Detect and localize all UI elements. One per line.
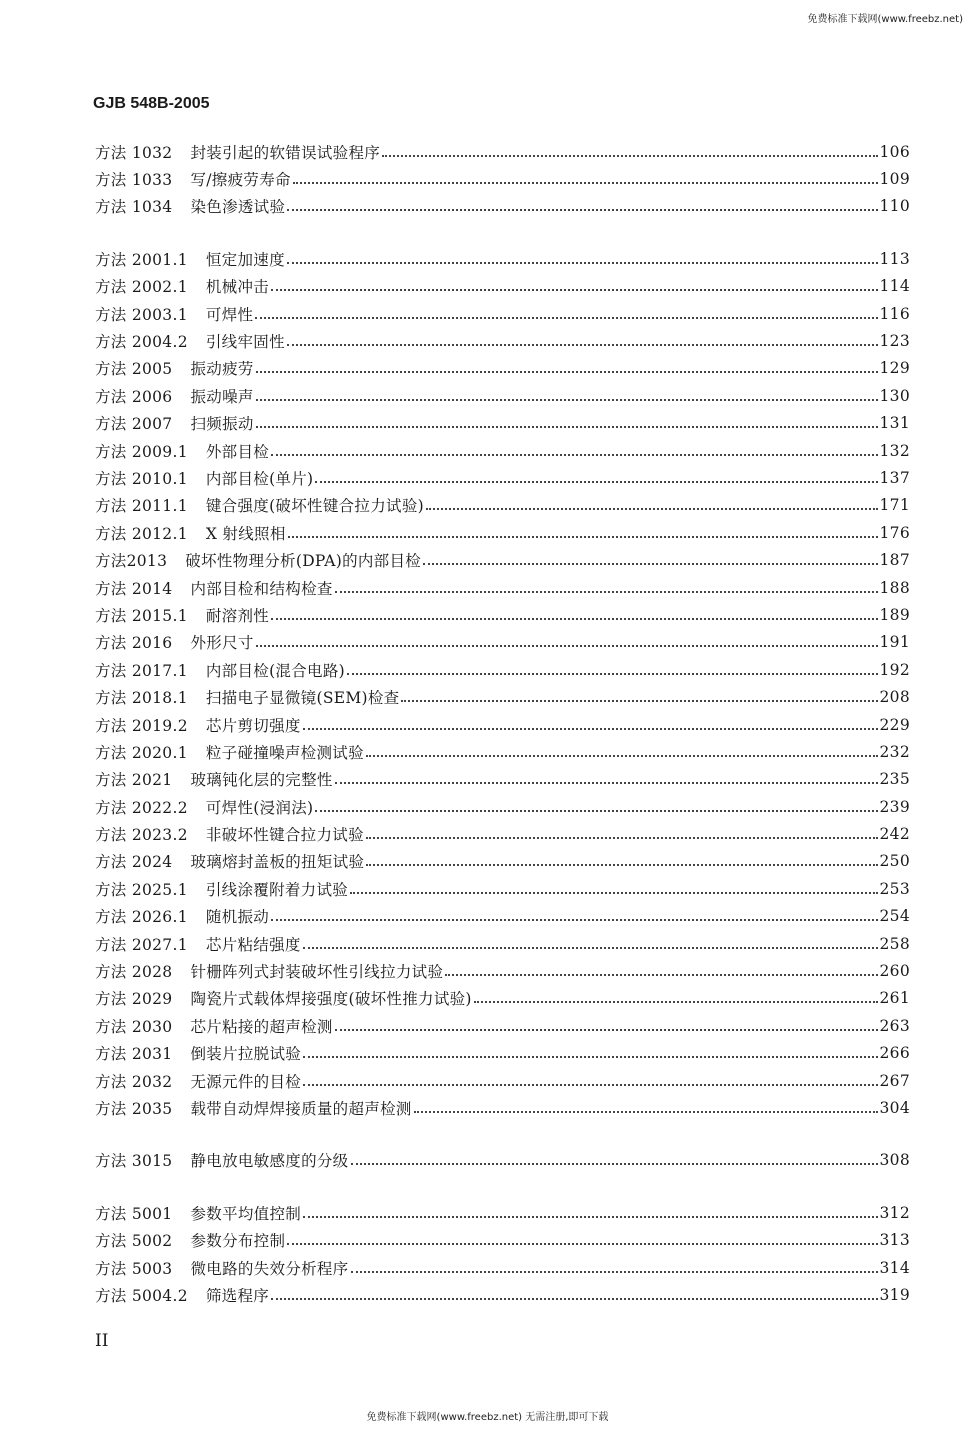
method-number: 方法 2025.1 (95, 880, 188, 899)
method-title: 芯片剪切强度 (205, 716, 301, 735)
method-number: 方法 2012.1 (95, 524, 188, 543)
page-ref: 258 (879, 934, 910, 953)
method-number: 方法 5003 (95, 1259, 173, 1278)
method-title: 芯片粘接的超声检测 (190, 1017, 333, 1036)
method-number: 方法 2015.1 (95, 606, 188, 625)
method-number: 方法 1034 (95, 198, 173, 217)
method-title: 染色渗透试验 (190, 198, 286, 217)
method-title: 外形尺寸 (190, 634, 254, 653)
method-number: 方法 1032 (95, 143, 173, 162)
toc-entry[interactable] (95, 1012, 910, 1039)
toc-entry[interactable] (95, 793, 910, 820)
method-title: 破坏性物理分析(DPA)的内部目检 (185, 552, 422, 571)
toc-entry[interactable] (95, 355, 910, 382)
leader-dots (351, 1163, 878, 1165)
leader-dots (303, 1216, 877, 1218)
method-number: 方法 2016 (95, 634, 173, 653)
page-ref: 123 (879, 332, 910, 351)
page-ref: 137 (879, 468, 910, 487)
method-title: 参数分布控制 (190, 1232, 286, 1251)
method-number: 方法 2027.1 (95, 935, 188, 954)
leader-dots (256, 399, 878, 401)
page-ref: 171 (879, 496, 910, 515)
method-title: 粒子碰撞噪声检测试验 (205, 743, 364, 762)
method-title: 可焊性 (205, 305, 254, 324)
page-ref: 312 (879, 1203, 910, 1222)
page-ref: 110 (879, 197, 910, 216)
toc-entry[interactable] (95, 1281, 910, 1308)
leader-dots (287, 262, 878, 264)
toc-entry[interactable] (95, 711, 910, 738)
leader-dots (271, 618, 877, 620)
toc-entry[interactable] (95, 683, 910, 710)
toc-entry[interactable] (95, 492, 910, 519)
page-ref: 308 (879, 1151, 910, 1170)
method-number: 方法 2030 (95, 1017, 173, 1036)
page-ref: 131 (879, 414, 910, 433)
method-number: 方法 2018.1 (95, 689, 188, 708)
method-number: 方法 3015 (95, 1152, 173, 1171)
page-ref: 116 (879, 304, 910, 323)
leader-dots (303, 1084, 877, 1086)
leader-dots (255, 317, 877, 319)
page-ref: 176 (879, 523, 910, 542)
leader-dots (271, 454, 877, 456)
method-number: 方法 2004.2 (95, 333, 188, 352)
method-title: 无源元件的目检 (190, 1072, 302, 1091)
leader-dots (423, 563, 877, 565)
method-number: 方法 2021 (95, 771, 173, 790)
method-title: 陶瓷片式载体焊接强度(破坏性推力试验) (190, 990, 472, 1009)
leader-dots (350, 892, 877, 894)
leader-dots (271, 919, 877, 921)
toc-entry[interactable] (95, 300, 910, 327)
toc-entry[interactable] (95, 1199, 910, 1226)
method-number: 方法 2009.1 (95, 442, 188, 461)
leader-dots (474, 1001, 878, 1003)
leader-dots (303, 1056, 877, 1058)
toc-entry[interactable] (95, 574, 910, 601)
leader-dots (366, 755, 878, 757)
toc-group (95, 138, 910, 220)
page-ref: 313 (879, 1231, 910, 1250)
method-number: 方法 2020.1 (95, 743, 188, 762)
toc-entry[interactable] (95, 629, 910, 656)
page-ref: 129 (879, 359, 910, 378)
method-number: 方法 2002.1 (95, 278, 188, 297)
toc-entry[interactable] (95, 820, 910, 847)
method-title: 参数平均值控制 (190, 1204, 302, 1223)
page-ref: 189 (879, 605, 910, 624)
leader-dots (256, 645, 878, 647)
method-number: 方法 2023.2 (95, 826, 188, 845)
toc-entry[interactable] (95, 1094, 910, 1121)
method-title: 玻璃熔封盖板的扭矩试验 (190, 853, 365, 872)
method-number: 方法 5001 (95, 1204, 173, 1223)
leader-dots (315, 810, 877, 812)
page-ref: 109 (879, 170, 910, 189)
page-ref: 267 (879, 1071, 910, 1090)
method-title: 封装引起的软错误试验程序 (190, 143, 381, 162)
toc-entry[interactable] (95, 273, 910, 300)
method-title: 恒定加速度 (205, 250, 285, 269)
method-title: 随机振动 (205, 908, 270, 927)
method-number: 方法 2029 (95, 990, 173, 1009)
standard-code: GJB 548B-2005 (93, 95, 210, 112)
method-title: 键合强度(破坏性键合拉力试验) (205, 497, 424, 516)
leader-dots (426, 508, 878, 510)
leader-dots (401, 700, 877, 702)
method-title: 引线牢固性 (205, 333, 285, 352)
page-ref: 232 (879, 742, 910, 761)
leader-dots (366, 864, 877, 866)
toc-group (95, 1199, 910, 1309)
method-number: 方法2013 (95, 552, 168, 571)
page-ref: 319 (879, 1285, 910, 1304)
leader-dots (347, 673, 878, 675)
method-title: 微电路的失效分析程序 (190, 1259, 349, 1278)
toc-group (95, 245, 910, 1122)
page-ref: 106 (879, 142, 910, 161)
method-title: 芯片粘结强度 (205, 935, 301, 954)
method-number: 方法 2007 (95, 415, 173, 434)
leader-dots (287, 209, 877, 211)
method-number: 方法 2006 (95, 387, 173, 406)
toc-entry[interactable] (95, 766, 910, 793)
toc-entry[interactable] (95, 875, 910, 902)
page-ref: 304 (879, 1098, 910, 1117)
method-title: 扫描电子显微镜(SEM)检查 (205, 689, 400, 708)
leader-dots (271, 1298, 877, 1300)
leader-dots (351, 1271, 878, 1273)
toc-entry[interactable] (95, 382, 910, 409)
watermark-bottom: 免费标准下载网(www.freebz.net) 无需注册,即可下载 (366, 1412, 609, 1423)
leader-dots (287, 344, 878, 346)
toc-entry[interactable] (95, 930, 910, 957)
page-number: II (95, 1331, 109, 1351)
method-number: 方法 2003.1 (95, 305, 188, 324)
toc-group (95, 1147, 910, 1174)
method-number: 方法 2024 (95, 853, 173, 872)
page-ref: 253 (879, 879, 910, 898)
toc-entry[interactable] (95, 1226, 910, 1253)
method-title: 耐溶剂性 (205, 606, 270, 625)
method-number: 方法 2010.1 (95, 469, 188, 488)
page-ref: 130 (879, 386, 910, 405)
method-title: 静电放电敏感度的分级 (190, 1152, 349, 1171)
leader-dots (303, 947, 878, 949)
method-title: 非破坏性键合拉力试验 (205, 826, 364, 845)
toc-entry[interactable] (95, 1040, 910, 1067)
method-number: 方法 2011.1 (95, 497, 188, 516)
leader-dots (256, 426, 878, 428)
toc-entry[interactable] (95, 410, 910, 437)
method-number: 方法 2017.1 (95, 661, 188, 680)
method-title: 外部目检 (205, 442, 270, 461)
method-title: 机械冲击 (205, 278, 270, 297)
method-title: 倒装片拉脱试验 (190, 1045, 302, 1064)
leader-dots (366, 837, 878, 839)
method-title: 针栅阵列式封装破坏性引线拉力试验 (190, 963, 444, 982)
method-title: 内部目检(单片) (205, 469, 314, 488)
toc-entry[interactable] (95, 464, 910, 491)
method-title: 可焊性(浸润法) (205, 798, 314, 817)
toc-entry[interactable] (95, 519, 910, 546)
leader-dots (303, 728, 878, 730)
table-of-contents (95, 138, 910, 1309)
toc-entry[interactable] (95, 1147, 910, 1174)
toc-entry[interactable] (95, 957, 910, 984)
page-ref: 235 (879, 770, 910, 789)
method-number: 方法 2028 (95, 963, 173, 982)
method-title: 振动疲劳 (190, 360, 254, 379)
leader-dots (335, 1029, 878, 1031)
toc-entry[interactable] (95, 327, 910, 354)
toc-entry[interactable] (95, 193, 910, 220)
leader-dots (445, 974, 877, 976)
method-number: 方法 2035 (95, 1099, 173, 1118)
toc-entry[interactable] (95, 165, 910, 192)
toc-entry[interactable] (95, 1254, 910, 1281)
toc-entry[interactable] (95, 985, 910, 1012)
method-title: 振动噪声 (190, 387, 254, 406)
method-title: 载带自动焊焊接质量的超声检测 (190, 1099, 412, 1118)
leader-dots (288, 536, 878, 538)
toc-entry[interactable] (95, 656, 910, 683)
method-title: 引线涂覆附着力试验 (205, 880, 349, 899)
method-number: 方法 2031 (95, 1045, 173, 1064)
method-number: 方法 2032 (95, 1072, 173, 1091)
leader-dots (414, 1111, 878, 1113)
toc-entry[interactable] (95, 1067, 910, 1094)
leader-dots (287, 1243, 877, 1245)
method-number: 方法 5002 (95, 1232, 173, 1251)
page-ref: 239 (879, 797, 910, 816)
page-ref: 263 (879, 1016, 910, 1035)
leader-dots (271, 289, 877, 291)
method-title: 内部目检和结构检查 (190, 579, 333, 598)
toc-entry[interactable] (95, 546, 910, 573)
toc-entry[interactable] (95, 903, 910, 930)
page-ref: 192 (879, 660, 910, 679)
method-title: X 射线照相 (205, 524, 286, 543)
method-number: 方法 2022.2 (95, 798, 188, 817)
page-ref: 242 (879, 825, 910, 844)
toc-entry[interactable] (95, 138, 910, 165)
toc-entry[interactable] (95, 245, 910, 272)
method-number: 方法 2019.2 (95, 716, 188, 735)
leader-dots (315, 481, 877, 483)
page-ref: 113 (879, 249, 910, 268)
page-ref: 314 (879, 1258, 910, 1277)
page-ref: 260 (879, 962, 910, 981)
method-number: 方法 2005 (95, 360, 173, 379)
page-ref: 208 (879, 688, 910, 707)
page-ref: 229 (879, 715, 910, 734)
leader-dots (335, 782, 878, 784)
leader-dots (293, 182, 878, 184)
page-ref: 114 (879, 277, 910, 296)
page-ref: 132 (879, 441, 910, 460)
method-title: 筛选程序 (205, 1286, 270, 1305)
toc-entry[interactable] (95, 848, 910, 875)
method-number: 方法 5004.2 (95, 1286, 188, 1305)
page-ref: 250 (879, 852, 910, 871)
toc-entry[interactable] (95, 601, 910, 628)
method-title: 玻璃钝化层的完整性 (190, 771, 333, 790)
watermark-top: 免费标准下载网(www.freebz.net) (807, 14, 963, 25)
method-title: 写/擦疲劳寿命 (190, 171, 291, 190)
toc-entry[interactable] (95, 437, 910, 464)
method-number: 方法 2001.1 (95, 250, 188, 269)
page-ref: 261 (879, 989, 910, 1008)
method-title: 扫频振动 (190, 415, 254, 434)
page-ref: 191 (879, 633, 910, 652)
method-number: 方法 1033 (95, 171, 173, 190)
leader-dots (382, 155, 877, 157)
method-number: 方法 2026.1 (95, 908, 188, 927)
method-number: 方法 2014 (95, 579, 173, 598)
leader-dots (335, 591, 878, 593)
page-ref: 188 (879, 578, 910, 597)
page-ref: 254 (879, 907, 910, 926)
page-ref: 266 (879, 1044, 910, 1063)
toc-entry[interactable] (95, 738, 910, 765)
leader-dots (256, 371, 878, 373)
page-ref: 187 (879, 551, 910, 570)
method-title: 内部目检(混合电路) (205, 661, 345, 680)
